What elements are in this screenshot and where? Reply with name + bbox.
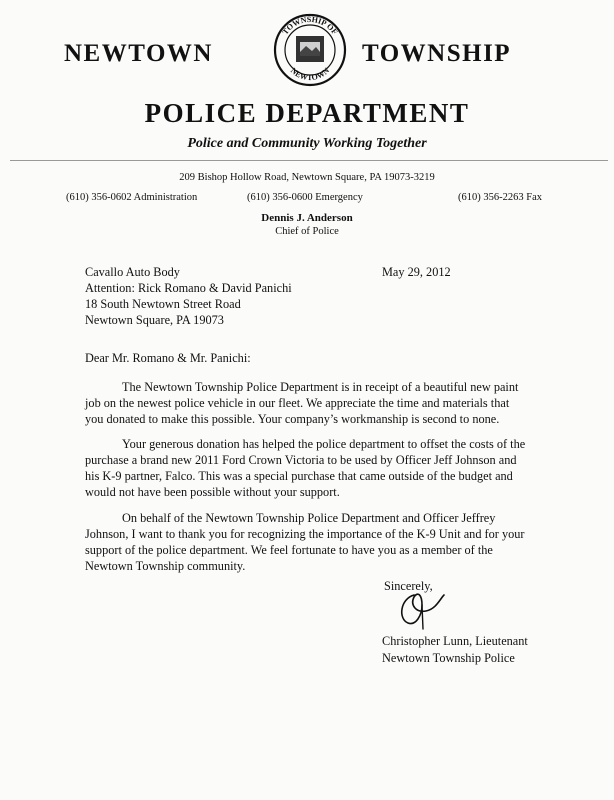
paragraph-line: The Newtown Township Police Department is in receipt of a beautiful new paint: [122, 380, 519, 394]
letter-date: May 29, 2012: [382, 265, 451, 279]
department-address: 209 Bishop Hollow Road, Newtown Square, PA 19073-3219: [179, 172, 435, 183]
body-paragraph: [85, 510, 540, 574]
body-paragraph: [85, 436, 540, 500]
phone-fax: (610) 356-2263 Fax: [458, 192, 542, 203]
paragraph-line: support of the police department. We feel fortunate to have you as a member of the: [85, 543, 493, 557]
recipient-address-block: [85, 264, 292, 328]
seal-bottom-text: NEWTOWN: [288, 65, 332, 83]
seal-top-text: TOWNSHIP OF: [280, 14, 340, 37]
paragraph-line: would not have been possible without your support.: [85, 485, 340, 499]
chief-name: Dennis J. Anderson: [261, 212, 353, 224]
department-name: POLICE DEPARTMENT: [144, 98, 470, 128]
township-seal-icon: [272, 12, 348, 88]
signer-name: Christopher Lunn, Lieutenant: [382, 634, 528, 648]
phone-administration: (610) 356-0602 Administration: [66, 192, 198, 203]
paragraph-line: Newtown Township community.: [85, 559, 246, 573]
salutation: Dear Mr. Romano & Mr. Panichi:: [85, 351, 251, 365]
paragraph-line: job on the newest police vehicle in our fleet. We appreciate the time and materials that: [85, 396, 510, 410]
svg-text:NEWTOWN: [289, 66, 331, 82]
paragraph-line: Johnson, I want to thank you for recognizing the importance of the K-9 Unit and for your: [85, 527, 525, 541]
header-divider: [10, 160, 608, 161]
chief-title: Chief of Police: [275, 226, 339, 237]
recipient-line: Newtown Square, PA 19073: [85, 313, 224, 327]
recipient-line: Attention: Rick Romano & David Panichi: [85, 281, 292, 295]
paragraph-line: his K-9 partner, Falco. This was a special purchase that came outside of the budget and: [85, 469, 513, 483]
svg-text:TOWNSHIP OF: [281, 15, 340, 36]
letterhead-right-word: TOWNSHIP: [362, 40, 512, 67]
paragraph-line: purchase a brand new 2011 Ford Crown Victoria to be used by Officer Jeff Johnson and: [85, 453, 517, 467]
phone-emergency: (610) 356-0600 Emergency: [247, 192, 363, 203]
paragraph-line: you donated to make this possible. Your company’s workmanship is second to none.: [85, 412, 500, 426]
paragraph-line: Your generous donation has helped the police department to offset the costs of the: [122, 437, 526, 451]
paragraph-line: On behalf of the Newtown Township Police Department and Officer Jeffrey: [122, 511, 496, 525]
tagline: Police and Community Working Together: [187, 136, 427, 151]
closing: Sincerely,: [384, 579, 433, 593]
body-paragraph: [85, 379, 540, 427]
signature-icon: [392, 585, 452, 631]
recipient-line: 18 South Newtown Street Road: [85, 297, 241, 311]
letterhead-left-word: NEWTOWN: [64, 40, 213, 67]
signer-organization: Newtown Township Police: [382, 651, 515, 665]
recipient-line: Cavallo Auto Body: [85, 265, 180, 279]
